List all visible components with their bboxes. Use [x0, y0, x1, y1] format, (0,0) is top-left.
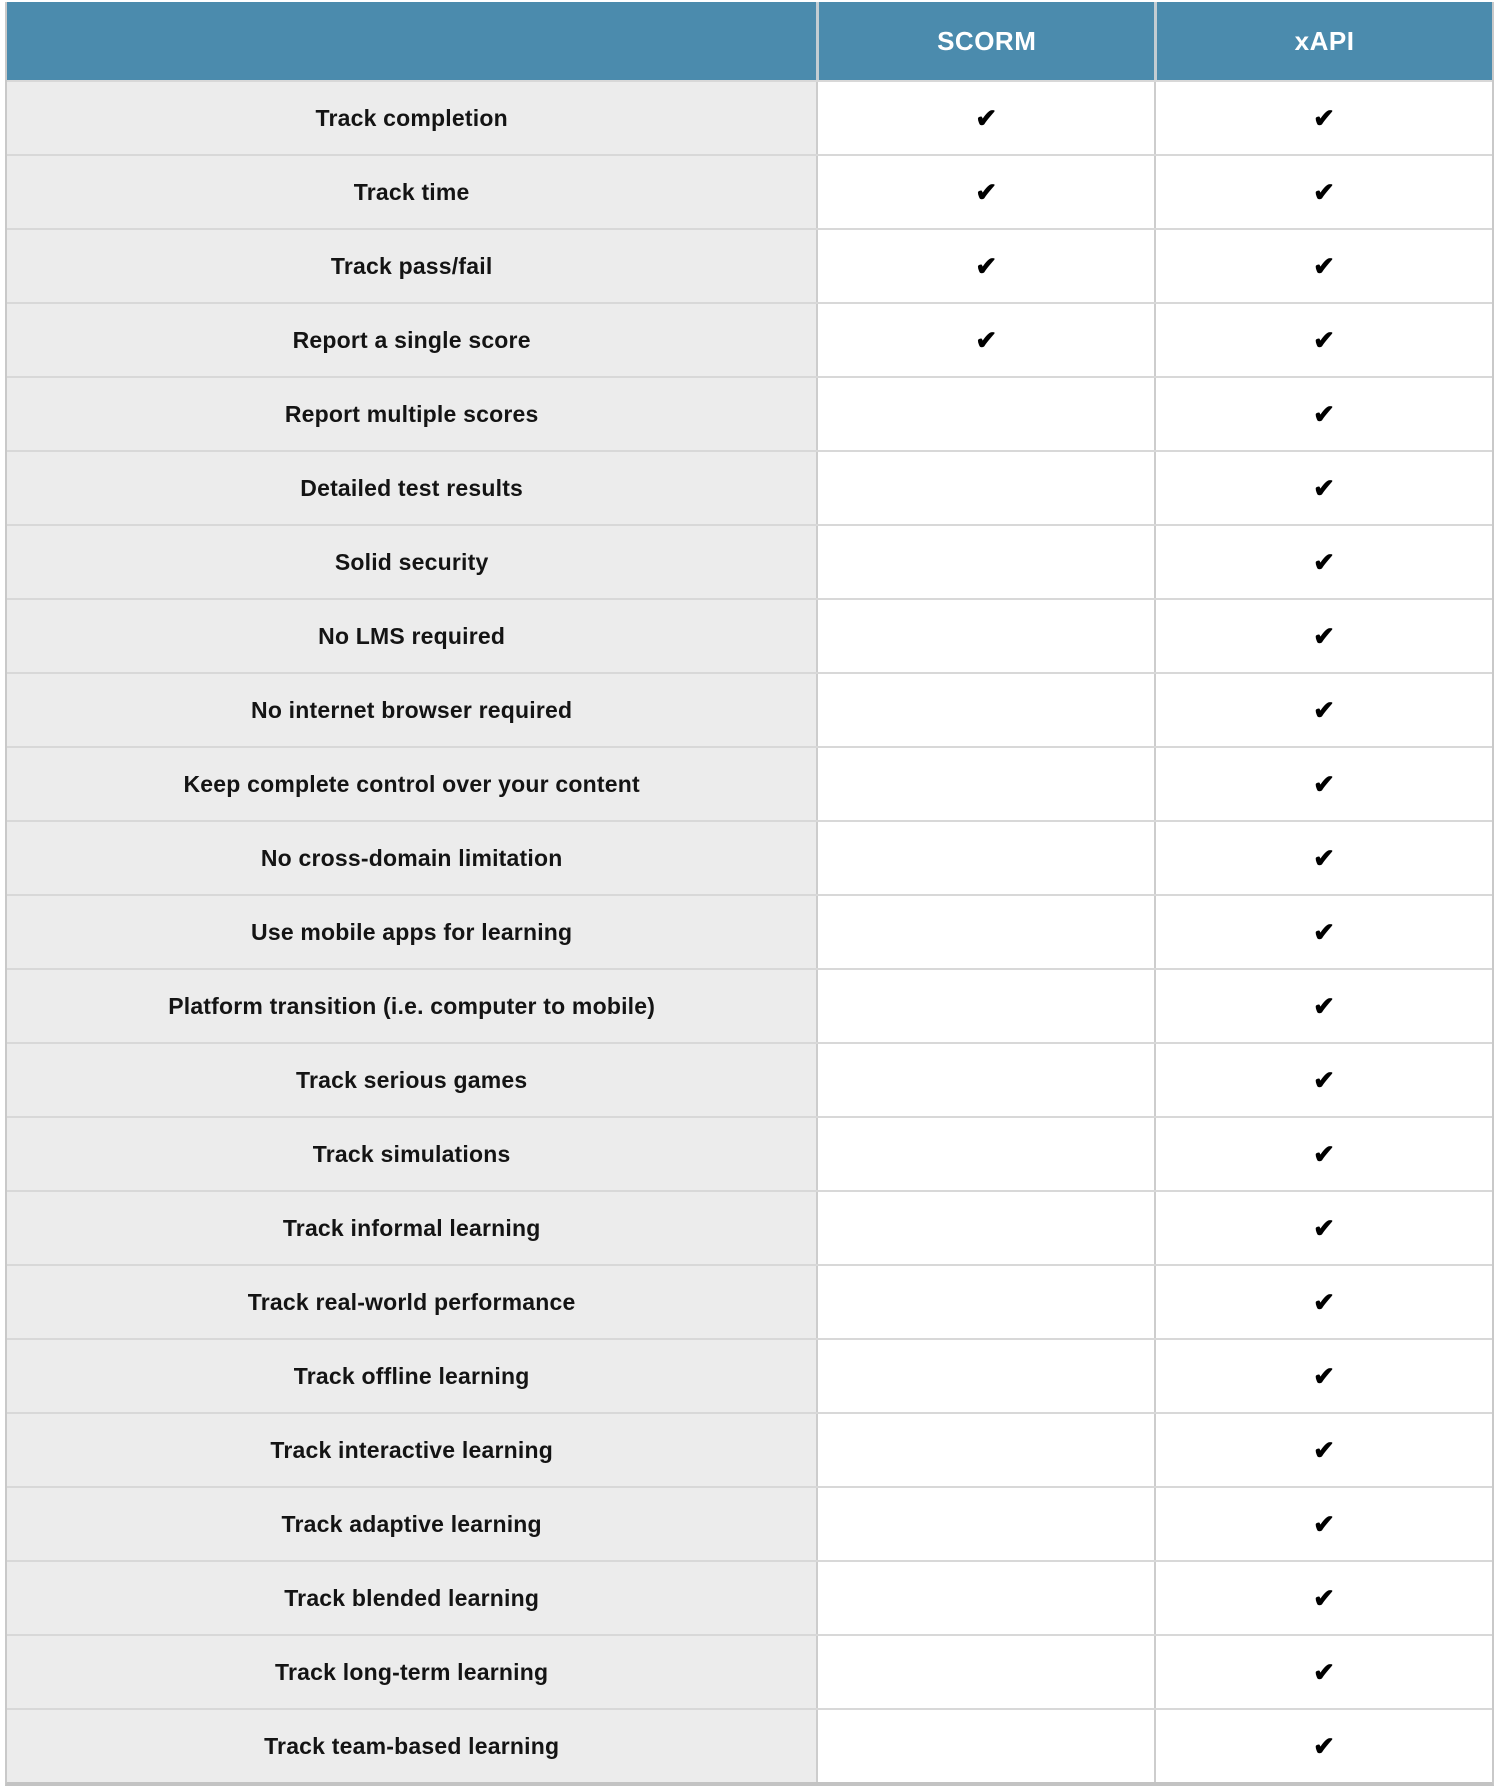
table-row [7, 450, 1492, 524]
table-row [7, 894, 1492, 968]
check-icon: ✔ [1313, 991, 1335, 1021]
feature-label: Report a single score [7, 304, 816, 376]
xapi-check-cell [1154, 1340, 1492, 1412]
check-icon: ✔ [975, 103, 998, 133]
scorm-check-cell [816, 82, 1154, 154]
check-icon: ✔ [1313, 769, 1335, 799]
xapi-column-header: xAPI [1154, 2, 1492, 80]
feature-label: Track time [7, 156, 816, 228]
feature-label: Track team-based learning [7, 1710, 816, 1782]
xapi-check-cell [1154, 1488, 1492, 1560]
scorm-check-cell [816, 230, 1154, 302]
check-icon: ✔ [1313, 917, 1335, 947]
xapi-check-cell [1154, 230, 1492, 302]
check-icon: ✔ [1313, 177, 1335, 207]
table-row [7, 746, 1492, 820]
feature-label: Report multiple scores [7, 378, 816, 450]
check-icon: ✔ [1313, 547, 1335, 577]
feature-label: Detailed test results [7, 452, 816, 524]
scorm-check-cell [816, 1266, 1154, 1338]
feature-label: Track blended learning [7, 1562, 816, 1634]
scorm-check-cell [816, 1414, 1154, 1486]
feature-label: No internet browser required [7, 674, 816, 746]
table-header-row [7, 2, 1492, 80]
table-row [7, 1116, 1492, 1190]
feature-label: Track real-world performance [7, 1266, 816, 1338]
check-icon: ✔ [1313, 473, 1335, 503]
scorm-check-cell [816, 600, 1154, 672]
scorm-check-cell [816, 378, 1154, 450]
feature-label: Track long-term learning [7, 1636, 816, 1708]
feature-label: Track pass/fail [7, 230, 816, 302]
check-icon: ✔ [1313, 1731, 1335, 1761]
xapi-check-cell [1154, 1562, 1492, 1634]
check-icon: ✔ [1313, 103, 1335, 133]
check-icon: ✔ [1313, 1509, 1335, 1539]
table-row [7, 1560, 1492, 1634]
scorm-check-cell [816, 896, 1154, 968]
scorm-check-cell [816, 452, 1154, 524]
scorm-check-cell [816, 1562, 1154, 1634]
xapi-check-cell [1154, 822, 1492, 894]
table-row [7, 1412, 1492, 1486]
check-icon: ✔ [975, 325, 998, 355]
xapi-check-cell [1154, 1414, 1492, 1486]
feature-label: No cross-domain limitation [7, 822, 816, 894]
xapi-check-cell [1154, 526, 1492, 598]
xapi-check-cell [1154, 896, 1492, 968]
check-icon: ✔ [1313, 1583, 1335, 1613]
check-icon: ✔ [975, 251, 998, 281]
scorm-check-cell [816, 674, 1154, 746]
feature-label: Platform transition (i.e. computer to mobile) [7, 970, 816, 1042]
xapi-check-cell [1154, 1192, 1492, 1264]
xapi-check-cell [1154, 1118, 1492, 1190]
table-row [7, 672, 1492, 746]
feature-label: Track offline learning [7, 1340, 816, 1412]
scorm-check-cell [816, 822, 1154, 894]
scorm-check-cell [816, 304, 1154, 376]
check-icon: ✔ [1313, 695, 1335, 725]
xapi-check-cell [1154, 1710, 1492, 1782]
xapi-check-cell [1154, 82, 1492, 154]
table-row [7, 1634, 1492, 1708]
xapi-check-cell [1154, 970, 1492, 1042]
feature-label: No LMS required [7, 600, 816, 672]
xapi-check-cell [1154, 1044, 1492, 1116]
feature-label: Track completion [7, 82, 816, 154]
scorm-check-cell [816, 970, 1154, 1042]
scorm-check-cell [816, 1636, 1154, 1708]
xapi-check-cell [1154, 674, 1492, 746]
comparison-table [5, 2, 1494, 1786]
feature-column-header [7, 2, 816, 80]
feature-label: Track interactive learning [7, 1414, 816, 1486]
table-row [7, 376, 1492, 450]
check-icon: ✔ [1313, 621, 1335, 651]
table-row [7, 524, 1492, 598]
scorm-check-cell [816, 1340, 1154, 1412]
feature-label: Solid security [7, 526, 816, 598]
scorm-check-cell [816, 526, 1154, 598]
table-row [7, 1486, 1492, 1560]
table-row [7, 80, 1492, 154]
feature-label: Use mobile apps for learning [7, 896, 816, 968]
check-icon: ✔ [1313, 1657, 1335, 1687]
scorm-check-cell [816, 1118, 1154, 1190]
xapi-check-cell [1154, 1636, 1492, 1708]
check-icon: ✔ [1313, 1361, 1335, 1391]
table-row [7, 228, 1492, 302]
table-row [7, 1042, 1492, 1116]
feature-label: Track simulations [7, 1118, 816, 1190]
table-row [7, 1338, 1492, 1412]
check-icon: ✔ [1313, 1213, 1335, 1243]
check-icon: ✔ [1313, 399, 1335, 429]
feature-label: Track informal learning [7, 1192, 816, 1264]
scorm-check-cell [816, 1044, 1154, 1116]
table-row [7, 154, 1492, 228]
scorm-column-header: SCORM [816, 2, 1154, 80]
feature-label: Track serious games [7, 1044, 816, 1116]
check-icon: ✔ [1313, 843, 1335, 873]
table-row [7, 968, 1492, 1042]
scorm-check-cell [816, 1710, 1154, 1782]
feature-label: Track adaptive learning [7, 1488, 816, 1560]
scorm-check-cell [816, 156, 1154, 228]
table-row [7, 820, 1492, 894]
xapi-check-cell [1154, 304, 1492, 376]
xapi-check-cell [1154, 452, 1492, 524]
table-row [7, 1264, 1492, 1338]
check-icon: ✔ [975, 177, 998, 207]
scorm-check-cell [816, 1192, 1154, 1264]
xapi-check-cell [1154, 1266, 1492, 1338]
xapi-check-cell [1154, 378, 1492, 450]
table-row [7, 598, 1492, 672]
check-icon: ✔ [1313, 251, 1335, 281]
table-row [7, 302, 1492, 376]
feature-label: Keep complete control over your content [7, 748, 816, 820]
xapi-check-cell [1154, 748, 1492, 820]
check-icon: ✔ [1313, 1287, 1335, 1317]
check-icon: ✔ [1313, 1435, 1335, 1465]
table-row [7, 1708, 1492, 1782]
check-icon: ✔ [1313, 325, 1335, 355]
scorm-check-cell [816, 1488, 1154, 1560]
table-row [7, 1190, 1492, 1264]
xapi-check-cell [1154, 156, 1492, 228]
check-icon: ✔ [1313, 1065, 1335, 1095]
scorm-check-cell [816, 748, 1154, 820]
xapi-check-cell [1154, 600, 1492, 672]
table-body [7, 80, 1492, 1782]
check-icon: ✔ [1313, 1139, 1335, 1169]
